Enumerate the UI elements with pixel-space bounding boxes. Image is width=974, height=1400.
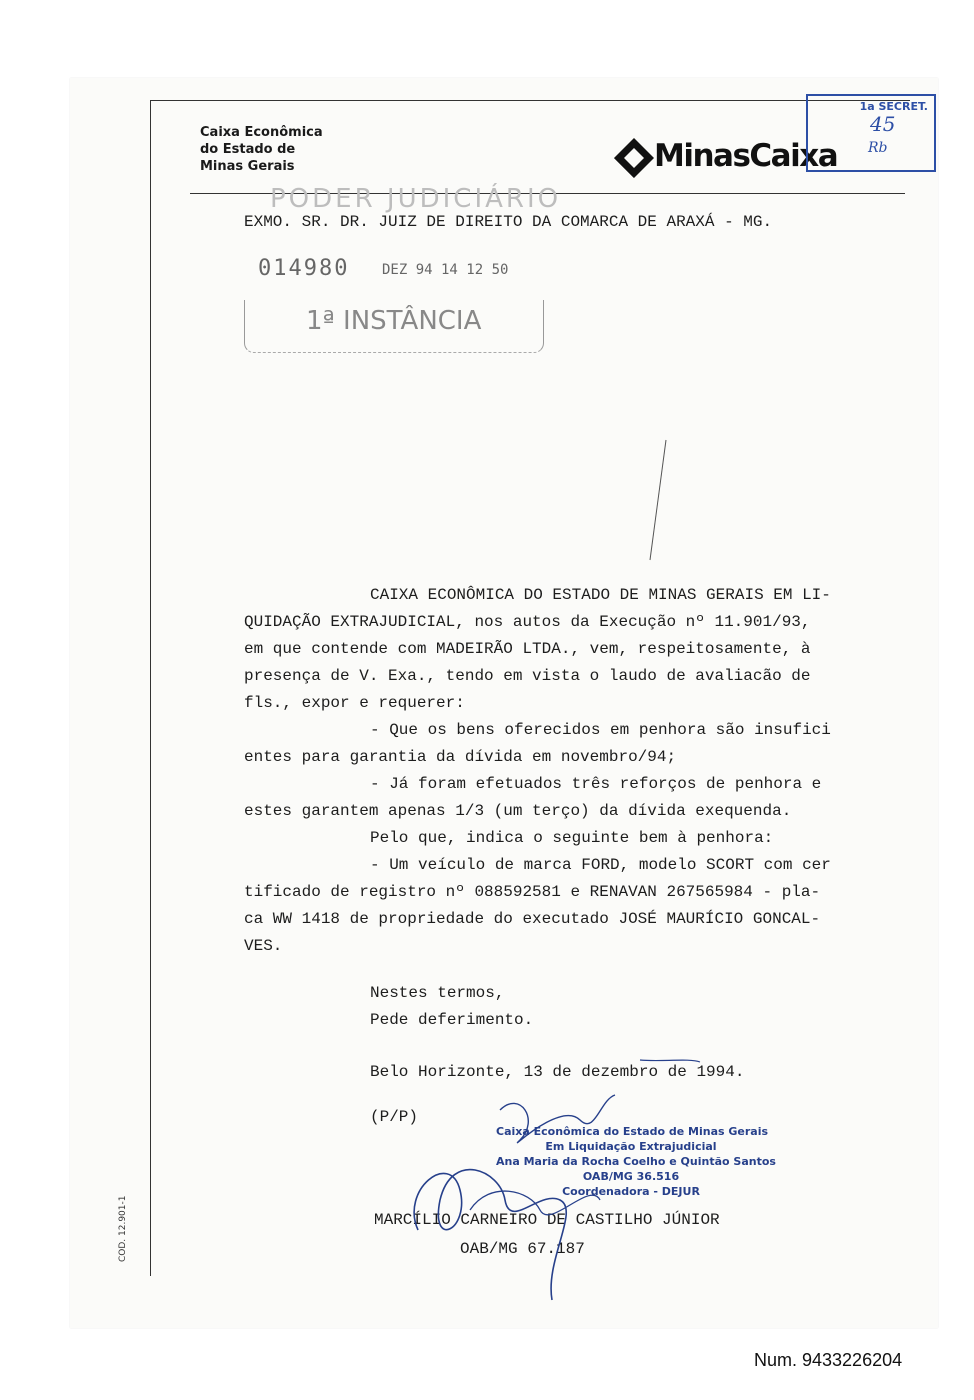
pp-note: (P/P) (370, 1108, 419, 1126)
body-line: CAIXA ECONÔMICA DO ESTADO DE MINAS GERAIS EM LI- (370, 586, 831, 604)
closing-line: Pede deferimento. (370, 1011, 534, 1029)
bank-name-line: do Estado de (200, 142, 296, 157)
logo-mark-icon (612, 136, 656, 180)
letter-body (244, 582, 894, 960)
signer-name: MARCÍLIO CARNEIRO DE CASTILHO JÚNIOR (374, 1211, 720, 1229)
body-line: tificado de registro nº 088592581 e RENAVAN 267565984 - pla- (244, 883, 821, 901)
stamp-line: Coordenadora - DEJUR (562, 1185, 700, 1198)
poder-judiciario-stamp: PODER JUDICIÁRIO (270, 184, 562, 214)
instancia-stamp: 1ª INSTÂNCIA (306, 306, 482, 336)
protocol-datetime: DEZ 94 14 12 50 (382, 262, 509, 278)
form-frame-left (150, 100, 151, 1276)
body-line: Pelo que, indica o seguinte bem à penhora: (370, 829, 774, 847)
body-line: em que contende com MADEIRÃO LTDA., vem, respeitosamente, à (244, 640, 811, 658)
body-line: estes garantem apenas 1/3 (um terço) da dívida exequenda. (244, 802, 792, 820)
document-number: Num. 9433226204 (754, 1350, 903, 1370)
bank-name-line: Caixa Econômica (200, 125, 323, 140)
coordinator-stamp (496, 1124, 776, 1199)
protocol-number: 014980 (258, 256, 350, 281)
bank-name-line: Minas Gerais (200, 159, 295, 174)
body-line: QUIDAÇÃO EXTRAJUDICIAL, nos autos da Execução nº 11.901/93, (244, 613, 811, 631)
body-line: - Já foram efetuados três reforços de penhora e (370, 775, 822, 793)
secretaria-label: 1a SECRET. (859, 100, 928, 113)
stamp-line: Ana Maria da Rocha Coelho e Quintão Santos (496, 1155, 776, 1168)
stamp-line: OAB/MG 36.516 (582, 1170, 680, 1183)
form-frame-top (150, 100, 910, 101)
body-line: entes para garantia da dívida em novembro/94; (244, 748, 677, 766)
body-line: - Um veículo de marca FORD, modelo SCORT com cer (370, 856, 831, 874)
closing-line: Nestes termos, (370, 984, 505, 1002)
bank-name (200, 124, 323, 175)
body-line: fls., expor e requerer: (244, 694, 465, 712)
body-line: - Que os bens oferecidos em penhora são insufici (370, 721, 831, 739)
closing (370, 980, 533, 1034)
addressee: EXMO. SR. DR. JUIZ DE DIREITO DA COMARCA DE ARAXÁ - MG. (244, 213, 773, 231)
body-line: VES. (244, 937, 283, 955)
form-code: COD. 12.901-1 (118, 1195, 128, 1262)
signer-oab: OAB/MG 67.187 (460, 1240, 585, 1258)
body-line: ca WW 1418 de propriedade do executado JOSÉ MAURÍCIO GONCAL- (244, 910, 821, 928)
logo-text: MinasCaixa (654, 138, 838, 174)
secretaria-stamp (806, 94, 936, 172)
stamp-line: Em Liquidação Extrajudicial (545, 1140, 717, 1153)
stamp-line: Caixa Econômica do Estado de Minas Gerais (496, 1125, 769, 1138)
page-number: 45 (870, 112, 896, 136)
place-date: Belo Horizonte, 13 de dezembro de 1994. (370, 1063, 745, 1081)
body-line: presença de V. Exa., tendo em vista o laudo de avaliacão de (244, 667, 811, 685)
rubric: Rb (868, 140, 888, 156)
